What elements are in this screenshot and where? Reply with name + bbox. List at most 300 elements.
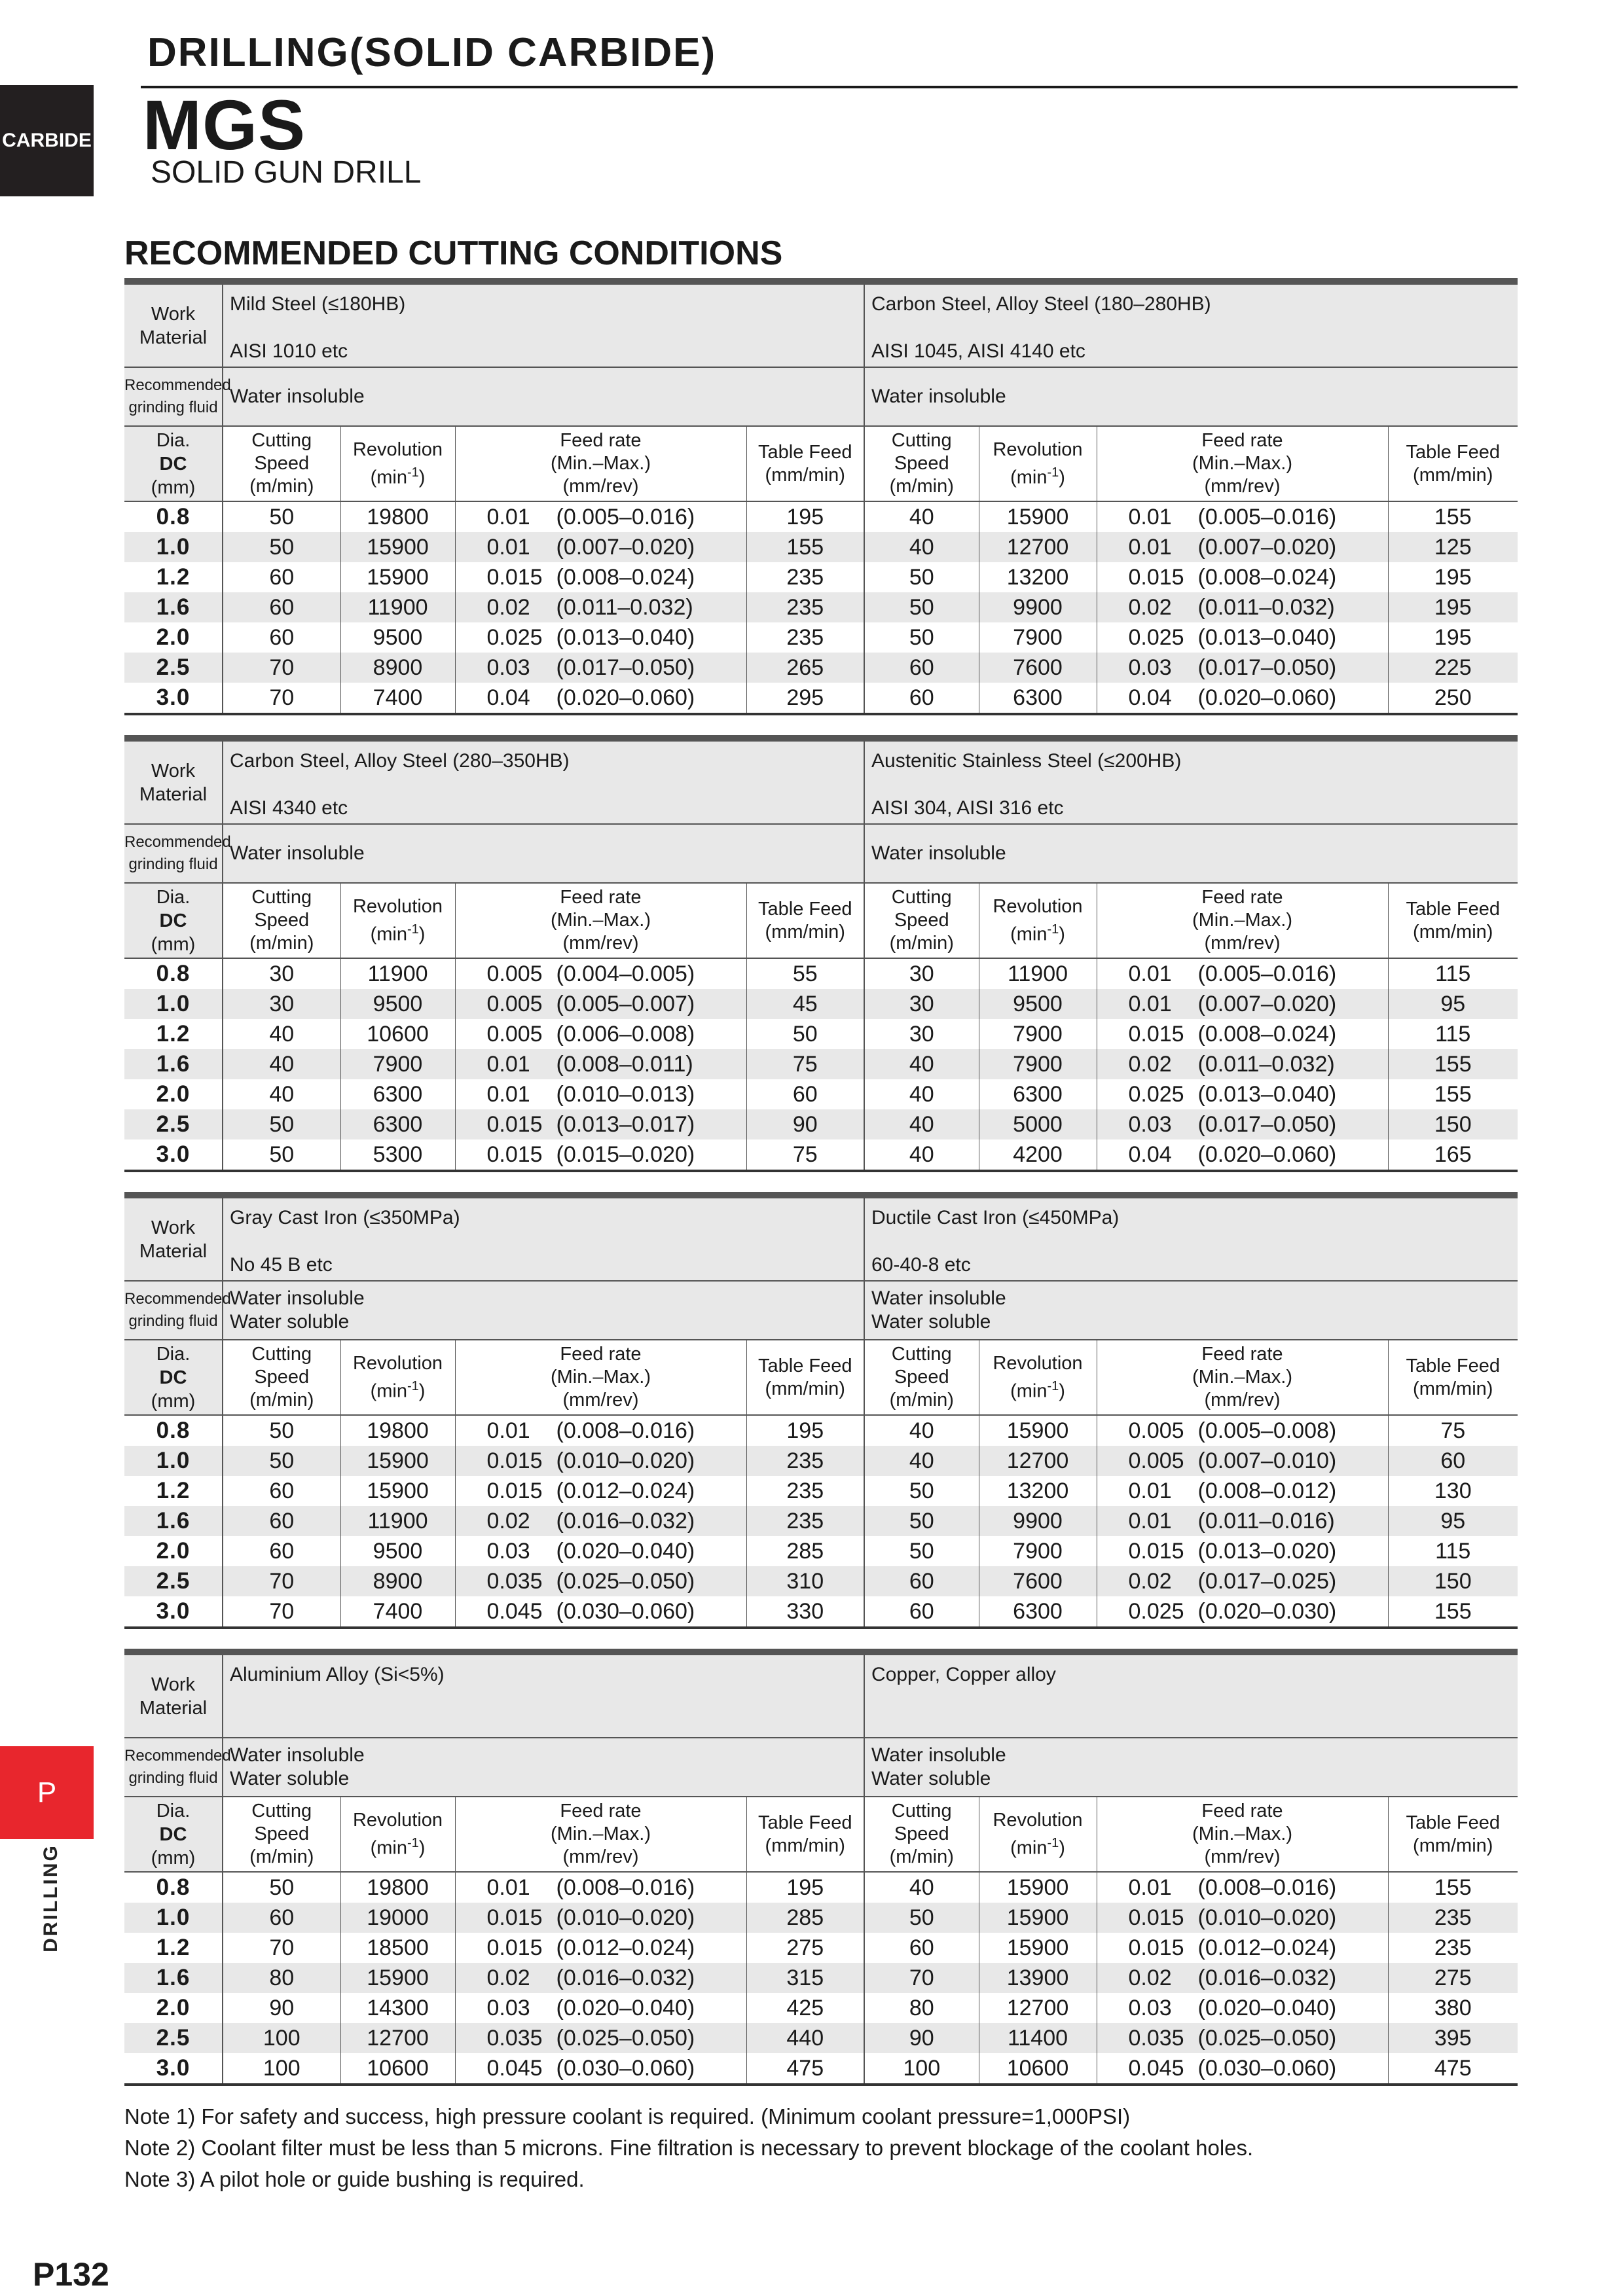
table-feed-header bbox=[746, 1797, 864, 1872]
grinding-fluid-label-line: Recommended bbox=[124, 833, 231, 851]
cutting-speed-cell: 70 bbox=[223, 1933, 340, 1963]
revolution-cell: 11400 bbox=[979, 2023, 1097, 2053]
revolution-cell: 7900 bbox=[979, 1049, 1097, 1079]
cutting-speed-header bbox=[223, 883, 340, 958]
cutting-speed-header-line: Cutting Speed bbox=[251, 1344, 312, 1388]
cutting-speed-header-line: Cutting Speed bbox=[891, 1344, 952, 1388]
work-material-left bbox=[223, 742, 864, 824]
feed-rate-cell bbox=[455, 1446, 746, 1476]
table-top-bar bbox=[124, 278, 1518, 285]
cutting-speed-header-line: Cutting Speed bbox=[891, 887, 952, 931]
revolution-cell: 8900 bbox=[340, 653, 455, 683]
table-feed-header-line: (mm/min) bbox=[765, 921, 845, 942]
feed-rate-header bbox=[455, 426, 746, 501]
table-feed-cell: 55 bbox=[746, 958, 864, 989]
feed-rate-cell bbox=[455, 1019, 746, 1049]
table-feed-cell: 90 bbox=[746, 1109, 864, 1139]
feed-rate-nominal: 0.005 bbox=[486, 1022, 543, 1047]
cutting-speed-cell: 40 bbox=[864, 1446, 979, 1476]
feed-rate-header-line: (Min.–Max.) bbox=[1192, 453, 1293, 474]
work-material-label-line: Work bbox=[151, 303, 196, 325]
feed-rate-cell bbox=[455, 1903, 746, 1933]
table-feed-cell: 195 bbox=[746, 1415, 864, 1446]
material-example: AISI 1010 etc bbox=[230, 340, 348, 362]
cutting-speed-cell: 50 bbox=[223, 1872, 340, 1903]
revolution-unit-close: ) bbox=[418, 924, 426, 945]
revolution-cell: 7900 bbox=[340, 1049, 455, 1079]
feed-rate-cell bbox=[455, 1933, 746, 1963]
grinding-fluid-label bbox=[124, 367, 231, 426]
revolution-unit: (min bbox=[1010, 924, 1048, 945]
work-material-right bbox=[864, 285, 1518, 367]
feed-rate-header bbox=[1097, 1340, 1388, 1415]
feed-rate-cell bbox=[1097, 683, 1388, 714]
grinding-fluid-right bbox=[864, 824, 1518, 883]
dia-cell: 3.0 bbox=[124, 1596, 223, 1628]
cutting-speed-cell: 40 bbox=[864, 1079, 979, 1109]
feed-rate-nominal: 0.015 bbox=[486, 1142, 543, 1167]
feed-rate-header-line: (Min.–Max.) bbox=[550, 1823, 651, 1844]
feed-rate-range: (0.025–0.050) bbox=[556, 2026, 695, 2051]
revolution-unit-exponent: -1 bbox=[407, 922, 419, 937]
table-feed-cell: 155 bbox=[1388, 1049, 1518, 1079]
revolution-cell: 19000 bbox=[340, 1903, 455, 1933]
grinding-fluid-line: Water insoluble bbox=[230, 1744, 365, 1766]
feed-rate-range: (0.016–0.032) bbox=[1197, 1965, 1337, 1990]
feed-rate-cell bbox=[455, 1415, 746, 1446]
feed-rate-range: (0.030–0.060) bbox=[556, 1599, 695, 1624]
table-feed-header bbox=[1388, 1340, 1518, 1415]
table-row bbox=[124, 622, 1518, 653]
feed-rate-nominal: 0.03 bbox=[1128, 655, 1172, 680]
revolution-unit-close: ) bbox=[418, 1837, 426, 1859]
revolution-header bbox=[340, 426, 455, 501]
feed-rate-cell bbox=[1097, 1536, 1388, 1566]
feed-rate-nominal: 0.045 bbox=[486, 1599, 543, 1624]
feed-rate-cell bbox=[455, 1079, 746, 1109]
cutting-speed-header bbox=[864, 426, 979, 501]
feed-rate-nominal: 0.01 bbox=[486, 1082, 530, 1107]
feed-rate-nominal: 0.015 bbox=[1128, 565, 1184, 590]
cutting-speed-header-line: Cutting Speed bbox=[251, 887, 312, 931]
table-row bbox=[124, 989, 1518, 1019]
feed-rate-range: (0.020–0.040) bbox=[1197, 1996, 1337, 2020]
revolution-header-line: Revolution bbox=[352, 895, 443, 917]
feed-rate-header bbox=[1097, 426, 1388, 501]
table-feed-cell: 475 bbox=[746, 2053, 864, 2085]
table-top-bar bbox=[124, 1649, 1518, 1655]
cutting-speed-cell: 30 bbox=[864, 1019, 979, 1049]
material-name: Aluminium Alloy (Si<5%) bbox=[230, 1664, 445, 1685]
cutting-speed-cell: 70 bbox=[223, 653, 340, 683]
dia-header bbox=[124, 1340, 223, 1415]
feed-rate-nominal: 0.04 bbox=[1128, 1142, 1172, 1167]
feed-rate-header-line: (Min.–Max.) bbox=[550, 453, 651, 474]
revolution-cell: 12700 bbox=[979, 1446, 1097, 1476]
feed-rate-cell bbox=[455, 532, 746, 562]
table-feed-cell: 275 bbox=[746, 1933, 864, 1963]
cutting-speed-header-line: (m/min) bbox=[889, 933, 954, 954]
table-feed-header bbox=[1388, 426, 1518, 501]
revolution-cell: 13200 bbox=[979, 1476, 1097, 1506]
grinding-fluid-label-line: Recommended bbox=[124, 376, 231, 394]
table-feed-cell: 75 bbox=[746, 1139, 864, 1171]
dia-cell: 2.5 bbox=[124, 1566, 223, 1596]
feed-rate-nominal: 0.015 bbox=[1128, 1905, 1184, 1930]
revolution-cell: 14300 bbox=[340, 1993, 455, 2023]
table-row bbox=[124, 1109, 1518, 1139]
p-tab: P bbox=[0, 1746, 94, 1839]
feed-rate-range: (0.020–0.060) bbox=[1197, 685, 1337, 710]
table-row bbox=[124, 1049, 1518, 1079]
feed-rate-nominal: 0.035 bbox=[1128, 2026, 1184, 2051]
cutting-speed-cell: 40 bbox=[864, 1109, 979, 1139]
revolution-cell: 15900 bbox=[340, 532, 455, 562]
table-feed-cell: 155 bbox=[1388, 1596, 1518, 1628]
feed-rate-cell bbox=[1097, 532, 1388, 562]
feed-rate-cell bbox=[455, 1963, 746, 1993]
feed-rate-range: (0.017–0.050) bbox=[1197, 655, 1337, 680]
feed-rate-header-line: (mm/rev) bbox=[562, 1390, 639, 1410]
table-feed-cell: 155 bbox=[746, 532, 864, 562]
feed-rate-header-line: (Min.–Max.) bbox=[1192, 1823, 1293, 1844]
feed-rate-nominal: 0.01 bbox=[486, 1418, 530, 1443]
note-3: Note 3) A pilot hole or guide bushing is required. bbox=[124, 2167, 585, 2191]
table-feed-cell: 475 bbox=[1388, 2053, 1518, 2085]
conditions-table bbox=[124, 278, 1518, 715]
feed-rate-header bbox=[455, 883, 746, 958]
cutting-speed-header-line: (m/min) bbox=[249, 933, 314, 954]
model-name: MGS bbox=[143, 85, 306, 164]
grinding-fluid-label-line: grinding fluid bbox=[128, 399, 218, 416]
feed-rate-cell bbox=[455, 501, 746, 532]
revolution-cell: 5000 bbox=[979, 1109, 1097, 1139]
cutting-speed-header bbox=[223, 1340, 340, 1415]
feed-rate-range: (0.012–0.024) bbox=[556, 1935, 695, 1960]
feed-rate-cell bbox=[1097, 1415, 1388, 1446]
page-category-title: DRILLING(SOLID CARBIDE) bbox=[147, 30, 717, 75]
feed-rate-nominal: 0.01 bbox=[1128, 1875, 1172, 1900]
feed-rate-range: (0.013–0.040) bbox=[556, 625, 695, 650]
feed-rate-range: (0.010–0.020) bbox=[556, 1905, 695, 1930]
table-feed-header-line: Table Feed bbox=[758, 1355, 852, 1376]
work-material-label-line: Material bbox=[139, 327, 208, 348]
feed-rate-cell bbox=[455, 1506, 746, 1536]
dia-cell: 1.0 bbox=[124, 989, 223, 1019]
table-feed-header bbox=[746, 1340, 864, 1415]
dia-cell: 1.6 bbox=[124, 1049, 223, 1079]
cutting-speed-header-line: (m/min) bbox=[249, 476, 314, 497]
feed-rate-header-line: Feed rate bbox=[1201, 430, 1283, 451]
table-feed-header-line: Table Feed bbox=[758, 1812, 852, 1833]
feed-rate-nominal: 0.015 bbox=[486, 1905, 543, 1930]
grinding-fluid-label bbox=[124, 824, 231, 883]
dia-cell: 2.0 bbox=[124, 1993, 223, 2023]
grinding-fluid-line: Water insoluble bbox=[230, 1287, 365, 1309]
table-feed-cell: 310 bbox=[746, 1566, 864, 1596]
feed-rate-range: (0.020–0.060) bbox=[1197, 1142, 1337, 1167]
table-feed-cell: 425 bbox=[746, 1993, 864, 2023]
material-name: Gray Cast Iron (≤350MPa) bbox=[230, 1207, 460, 1229]
revolution-cell: 9500 bbox=[340, 989, 455, 1019]
revolution-cell: 6300 bbox=[340, 1109, 455, 1139]
feed-rate-header bbox=[455, 1797, 746, 1872]
feed-rate-range: (0.005–0.016) bbox=[1197, 505, 1337, 529]
table-feed-cell: 115 bbox=[1435, 1539, 1471, 1564]
revolution-header-line: Revolution bbox=[352, 1352, 443, 1374]
feed-rate-nominal: 0.025 bbox=[1128, 1599, 1184, 1624]
grinding-fluid-line: Water insoluble bbox=[871, 386, 1006, 407]
cutting-speed-cell: 60 bbox=[223, 622, 340, 653]
table-row bbox=[124, 1993, 1518, 2023]
conditions-table bbox=[124, 735, 1518, 1172]
dia-header-line: Dia. bbox=[156, 429, 191, 451]
revolution-unit: (min bbox=[370, 924, 407, 945]
feed-rate-nominal: 0.01 bbox=[1128, 961, 1172, 986]
revolution-cell: 19800 bbox=[340, 1415, 455, 1446]
cutting-speed-cell: 50 bbox=[864, 1506, 979, 1536]
revolution-unit-exponent: -1 bbox=[407, 1378, 419, 1393]
feed-rate-cell bbox=[455, 1596, 746, 1628]
table-feed-cell: 195 bbox=[1434, 565, 1472, 590]
cutting-speed-cell: 100 bbox=[223, 2053, 340, 2085]
feed-rate-cell bbox=[1097, 1109, 1388, 1139]
revolution-cell: 15900 bbox=[979, 1872, 1097, 1903]
feed-rate-range: (0.020–0.040) bbox=[556, 1539, 695, 1564]
feed-rate-cell bbox=[1097, 2053, 1388, 2085]
feed-rate-cell bbox=[1097, 592, 1388, 622]
feed-rate-header-line: Feed rate bbox=[560, 887, 642, 908]
material-name: Carbon Steel, Alloy Steel (180–280HB) bbox=[871, 293, 1211, 315]
feed-rate-range: (0.008–0.016) bbox=[556, 1875, 695, 1900]
feed-rate-header-line: Feed rate bbox=[560, 430, 642, 451]
dia-cell: 3.0 bbox=[124, 1139, 223, 1171]
dia-header-line: (mm) bbox=[151, 476, 196, 498]
feed-rate-nominal: 0.01 bbox=[1128, 1509, 1172, 1534]
table-feed-cell: 125 bbox=[1388, 532, 1518, 562]
table-feed-cell: 285 bbox=[746, 1536, 864, 1566]
revolution-cell: 7900 bbox=[979, 1019, 1097, 1049]
feed-rate-range: (0.030–0.060) bbox=[1197, 2056, 1337, 2081]
feed-rate-cell bbox=[1097, 1446, 1388, 1476]
feed-rate-range: (0.004–0.005) bbox=[556, 961, 695, 986]
feed-rate-header-line: (mm/rev) bbox=[562, 476, 639, 497]
feed-rate-nominal: 0.015 bbox=[486, 1448, 543, 1473]
feed-rate-range: (0.025–0.050) bbox=[1197, 2026, 1337, 2051]
cutting-speed-cell: 60 bbox=[223, 1903, 340, 1933]
revolution-header bbox=[979, 1797, 1097, 1872]
work-material-label-line: Work bbox=[151, 1217, 196, 1238]
revolution-unit: (min bbox=[370, 467, 407, 488]
feed-rate-range: (0.008–0.011) bbox=[556, 1052, 693, 1077]
grinding-fluid-line: Water soluble bbox=[230, 1311, 350, 1333]
carbide-tab: CARBIDE bbox=[0, 85, 94, 196]
table-feed-header-line: Table Feed bbox=[758, 441, 852, 463]
work-material-left bbox=[223, 1655, 864, 1738]
work-material-label bbox=[124, 1655, 223, 1738]
conditions-table bbox=[124, 1649, 1518, 2086]
dia-cell: 1.6 bbox=[124, 1963, 223, 1993]
feed-rate-cell bbox=[1097, 622, 1388, 653]
revolution-header bbox=[340, 883, 455, 958]
dia-cell: 0.8 bbox=[124, 1872, 223, 1903]
table-feed-cell: 50 bbox=[746, 1019, 864, 1049]
cutting-speed-cell: 60 bbox=[223, 1536, 340, 1566]
revolution-header-line: Revolution bbox=[352, 439, 443, 460]
table-row bbox=[124, 1019, 1518, 1049]
feed-rate-range: (0.012–0.024) bbox=[1197, 1935, 1337, 1960]
dia-header-line: (mm) bbox=[151, 1847, 196, 1869]
cutting-speed-header-line: Cutting Speed bbox=[891, 1801, 952, 1844]
dia-cell: 2.5 bbox=[124, 2023, 223, 2053]
table-feed-cell: 235 bbox=[1388, 1903, 1518, 1933]
feed-rate-header-line: Feed rate bbox=[1201, 887, 1283, 908]
revolution-cell: 10600 bbox=[340, 2053, 455, 2085]
table-feed-cell: 165 bbox=[1388, 1139, 1518, 1171]
revolution-cell: 11900 bbox=[340, 1506, 455, 1536]
feed-rate-cell bbox=[1097, 1596, 1388, 1628]
table-feed-cell: 195 bbox=[1388, 592, 1518, 622]
cutting-speed-cell: 70 bbox=[223, 1566, 340, 1596]
grinding-fluid-left bbox=[223, 1738, 864, 1797]
table-feed-header-line: Table Feed bbox=[758, 898, 852, 920]
feed-rate-nominal: 0.035 bbox=[486, 2026, 543, 2051]
feed-rate-range: (0.008–0.024) bbox=[1197, 1022, 1337, 1047]
revolution-unit-exponent: -1 bbox=[407, 465, 419, 480]
grinding-fluid-line: Water insoluble bbox=[230, 842, 365, 864]
feed-rate-range: (0.011–0.032) bbox=[1197, 595, 1335, 620]
table-top-bar bbox=[124, 735, 1518, 742]
table-feed-cell: 235 bbox=[746, 562, 864, 592]
feed-rate-cell bbox=[1097, 1476, 1388, 1506]
table-feed-cell: 395 bbox=[1388, 2023, 1518, 2053]
cutting-speed-cell: 50 bbox=[223, 1109, 340, 1139]
notes bbox=[124, 2101, 1253, 2195]
cutting-speed-header bbox=[223, 1797, 340, 1872]
cutting-speed-cell: 50 bbox=[864, 622, 979, 653]
table-row bbox=[124, 532, 1518, 562]
feed-rate-cell bbox=[455, 2023, 746, 2053]
cutting-speed-cell: 50 bbox=[223, 1139, 340, 1171]
table-row bbox=[124, 1903, 1518, 1933]
material-example: 60-40-8 etc bbox=[871, 1254, 971, 1276]
table-row bbox=[124, 2053, 1518, 2085]
cutting-speed-cell: 60 bbox=[864, 1596, 979, 1628]
work-material-label-line: Material bbox=[139, 1697, 208, 1719]
feed-rate-range: (0.005–0.007) bbox=[556, 992, 695, 1016]
feed-rate-nominal: 0.015 bbox=[1128, 1539, 1184, 1564]
feed-rate-range: (0.006–0.008) bbox=[556, 1022, 695, 1047]
feed-rate-cell bbox=[1097, 1963, 1388, 1993]
feed-rate-header-line: (Min.–Max.) bbox=[1192, 910, 1293, 931]
revolution-cell: 8900 bbox=[340, 1566, 455, 1596]
revolution-unit-close: ) bbox=[1059, 1837, 1065, 1859]
revolution-cell: 15900 bbox=[340, 1446, 455, 1476]
feed-rate-cell bbox=[1097, 2023, 1388, 2053]
cutting-speed-header bbox=[223, 426, 340, 501]
table-feed-cell: 150 bbox=[1388, 1566, 1518, 1596]
cutting-speed-cell: 40 bbox=[864, 1049, 979, 1079]
dia-cell: 1.2 bbox=[124, 562, 223, 592]
feed-rate-range: (0.016–0.032) bbox=[556, 1965, 695, 1990]
revolution-cell: 15900 bbox=[340, 562, 455, 592]
revolution-cell: 6300 bbox=[979, 1596, 1097, 1628]
feed-rate-range: (0.013–0.040) bbox=[1197, 1082, 1337, 1107]
feed-rate-cell bbox=[455, 653, 746, 683]
feed-rate-nominal: 0.045 bbox=[486, 2056, 543, 2081]
table-feed-cell: 75 bbox=[746, 1049, 864, 1079]
table-row bbox=[124, 1476, 1518, 1506]
table-feed-header-line: (mm/min) bbox=[765, 1835, 845, 1856]
dia-cell: 1.6 bbox=[124, 1506, 223, 1536]
grinding-fluid-left bbox=[223, 367, 864, 426]
feed-rate-cell bbox=[1097, 1139, 1388, 1171]
cutting-speed-cell: 70 bbox=[223, 683, 340, 714]
table-row bbox=[124, 1963, 1518, 1993]
dia-cell: 1.0 bbox=[124, 532, 223, 562]
revolution-cell: 13200 bbox=[979, 562, 1097, 592]
cutting-speed-cell: 60 bbox=[223, 562, 340, 592]
feed-rate-range: (0.011–0.032) bbox=[556, 595, 693, 620]
work-material-label bbox=[124, 1198, 223, 1281]
dia-header-line: (mm) bbox=[151, 1390, 196, 1412]
material-example: AISI 4340 etc bbox=[230, 797, 348, 819]
feed-rate-header bbox=[455, 1340, 746, 1415]
table-feed-cell: 235 bbox=[746, 1446, 864, 1476]
feed-rate-range: (0.013–0.020) bbox=[1197, 1539, 1337, 1564]
feed-rate-cell bbox=[455, 1109, 746, 1139]
material-example: AISI 1045, AISI 4140 etc bbox=[871, 340, 1085, 362]
feed-rate-cell bbox=[455, 989, 746, 1019]
grinding-fluid-right bbox=[864, 1281, 1518, 1340]
revolution-cell: 11900 bbox=[979, 958, 1097, 989]
revolution-cell: 15900 bbox=[979, 1415, 1097, 1446]
feed-rate-nominal: 0.03 bbox=[1128, 1996, 1172, 2020]
feed-rate-nominal: 0.01 bbox=[1128, 505, 1172, 529]
feed-rate-nominal: 0.015 bbox=[486, 565, 543, 590]
table-row bbox=[124, 958, 1518, 989]
cutting-speed-header-line: Cutting Speed bbox=[891, 430, 952, 474]
revolution-cell: 6300 bbox=[979, 683, 1097, 714]
table-feed-cell: 225 bbox=[1388, 653, 1518, 683]
grinding-fluid-line: Water soluble bbox=[230, 1768, 350, 1789]
feed-rate-nominal: 0.01 bbox=[486, 1052, 530, 1077]
cutting-speed-cell: 80 bbox=[864, 1993, 979, 2023]
conditions-table bbox=[124, 1192, 1518, 1629]
material-name: Copper, Copper alloy bbox=[871, 1664, 1056, 1685]
feed-rate-nominal: 0.005 bbox=[1128, 1448, 1184, 1473]
material-example: AISI 304, AISI 316 etc bbox=[871, 797, 1064, 819]
feed-rate-cell bbox=[1097, 1506, 1388, 1536]
cutting-speed-cell: 90 bbox=[223, 1993, 340, 2023]
grinding-fluid-label bbox=[124, 1738, 231, 1797]
revolution-cell: 15900 bbox=[340, 1476, 455, 1506]
revolution-header bbox=[979, 1340, 1097, 1415]
table-row bbox=[124, 1139, 1518, 1171]
work-material-label bbox=[124, 742, 223, 824]
feed-rate-range: (0.010–0.020) bbox=[556, 1448, 695, 1473]
cutting-speed-cell: 40 bbox=[864, 501, 979, 532]
feed-rate-range: (0.020–0.040) bbox=[556, 1996, 695, 2020]
cutting-speed-cell: 60 bbox=[223, 1476, 340, 1506]
feed-rate-cell bbox=[1097, 1079, 1388, 1109]
revolution-header bbox=[340, 1797, 455, 1872]
table-feed-cell: 130 bbox=[1434, 1479, 1472, 1503]
section-title: RECOMMENDED CUTTING CONDITIONS bbox=[124, 234, 783, 272]
table-feed-header-line: Table Feed bbox=[1406, 1355, 1500, 1376]
feed-rate-range: (0.013–0.017) bbox=[556, 1112, 695, 1137]
table-feed-header-line: (mm/min) bbox=[765, 464, 845, 486]
